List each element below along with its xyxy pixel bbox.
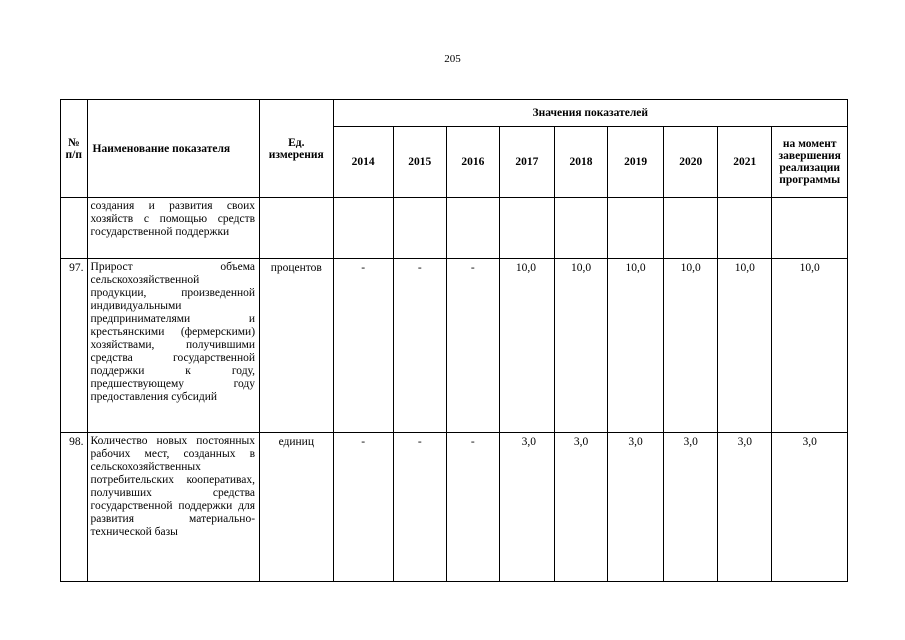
row-value <box>664 198 718 259</box>
row-value-2017: 3,0 <box>499 433 554 582</box>
row-value-2014: - <box>333 259 393 433</box>
row-value-2016: - <box>446 433 499 582</box>
table-row-98 <box>61 433 848 582</box>
row-value <box>772 198 848 259</box>
row-name: Количество новых постоянных рабочих мест, созданных в сельскохозяйственных потребительских кооперативах, получивших средства государственной поддержки для развития материально-технической базы <box>87 433 260 582</box>
row-value <box>333 198 393 259</box>
row-unit: процентов <box>260 259 333 433</box>
row-value <box>499 198 554 259</box>
row-value-2018: 10,0 <box>554 259 607 433</box>
row-value-2019: 10,0 <box>608 259 664 433</box>
row-value-2021: 10,0 <box>718 259 772 433</box>
row-value <box>718 198 772 259</box>
row-value-2019: 3,0 <box>608 433 664 582</box>
row-value-final: 10,0 <box>772 259 848 433</box>
row-value <box>446 198 499 259</box>
row-name: создания и развития своих хозяйств с помощью средств государственной поддержки <box>87 198 260 259</box>
row-num: 97. <box>61 259 88 433</box>
table-row-continuation <box>61 198 848 259</box>
header-year: 2018 <box>554 127 607 198</box>
header-unit: Ед. измерения <box>260 100 333 198</box>
row-value-2020: 10,0 <box>664 259 718 433</box>
row-value-2015: - <box>393 433 446 582</box>
header-year: 2017 <box>499 127 554 198</box>
header-year: 2020 <box>664 127 718 198</box>
row-num <box>61 198 88 259</box>
row-value <box>608 198 664 259</box>
row-value-2020: 3,0 <box>664 433 718 582</box>
row-value-2017: 10,0 <box>499 259 554 433</box>
row-value <box>393 198 446 259</box>
header-year: 2014 <box>333 127 393 198</box>
row-value-2015: - <box>393 259 446 433</box>
row-value-2014: - <box>333 433 393 582</box>
header-name: Наименование показателя <box>87 100 260 198</box>
indicators-table <box>60 99 848 582</box>
row-name: Прирост объема сельскохозяйственной продукции, произведенной индивидуальными предпринимателями и крестьянскими (фермерскими) хозяйствами, получившими средства государственной поддержки к году, предшествующему году предоставления субсидий <box>87 259 260 433</box>
row-value-2016: - <box>446 259 499 433</box>
row-value-2018: 3,0 <box>554 433 607 582</box>
header-final: на момент завершения реализации программы <box>772 127 848 198</box>
row-value-final: 3,0 <box>772 433 848 582</box>
header-year: 2019 <box>608 127 664 198</box>
row-unit: единиц <box>260 433 333 582</box>
header-year: 2021 <box>718 127 772 198</box>
header-values-group: Значения показателей <box>333 100 847 127</box>
row-num: 98. <box>61 433 88 582</box>
table-row-97 <box>61 259 848 433</box>
header-year: 2016 <box>446 127 499 198</box>
header-year: 2015 <box>393 127 446 198</box>
row-value-2021: 3,0 <box>718 433 772 582</box>
row-unit <box>260 198 333 259</box>
header-num: № п/п <box>61 100 88 198</box>
row-value <box>554 198 607 259</box>
page-number: 205 <box>444 53 461 65</box>
